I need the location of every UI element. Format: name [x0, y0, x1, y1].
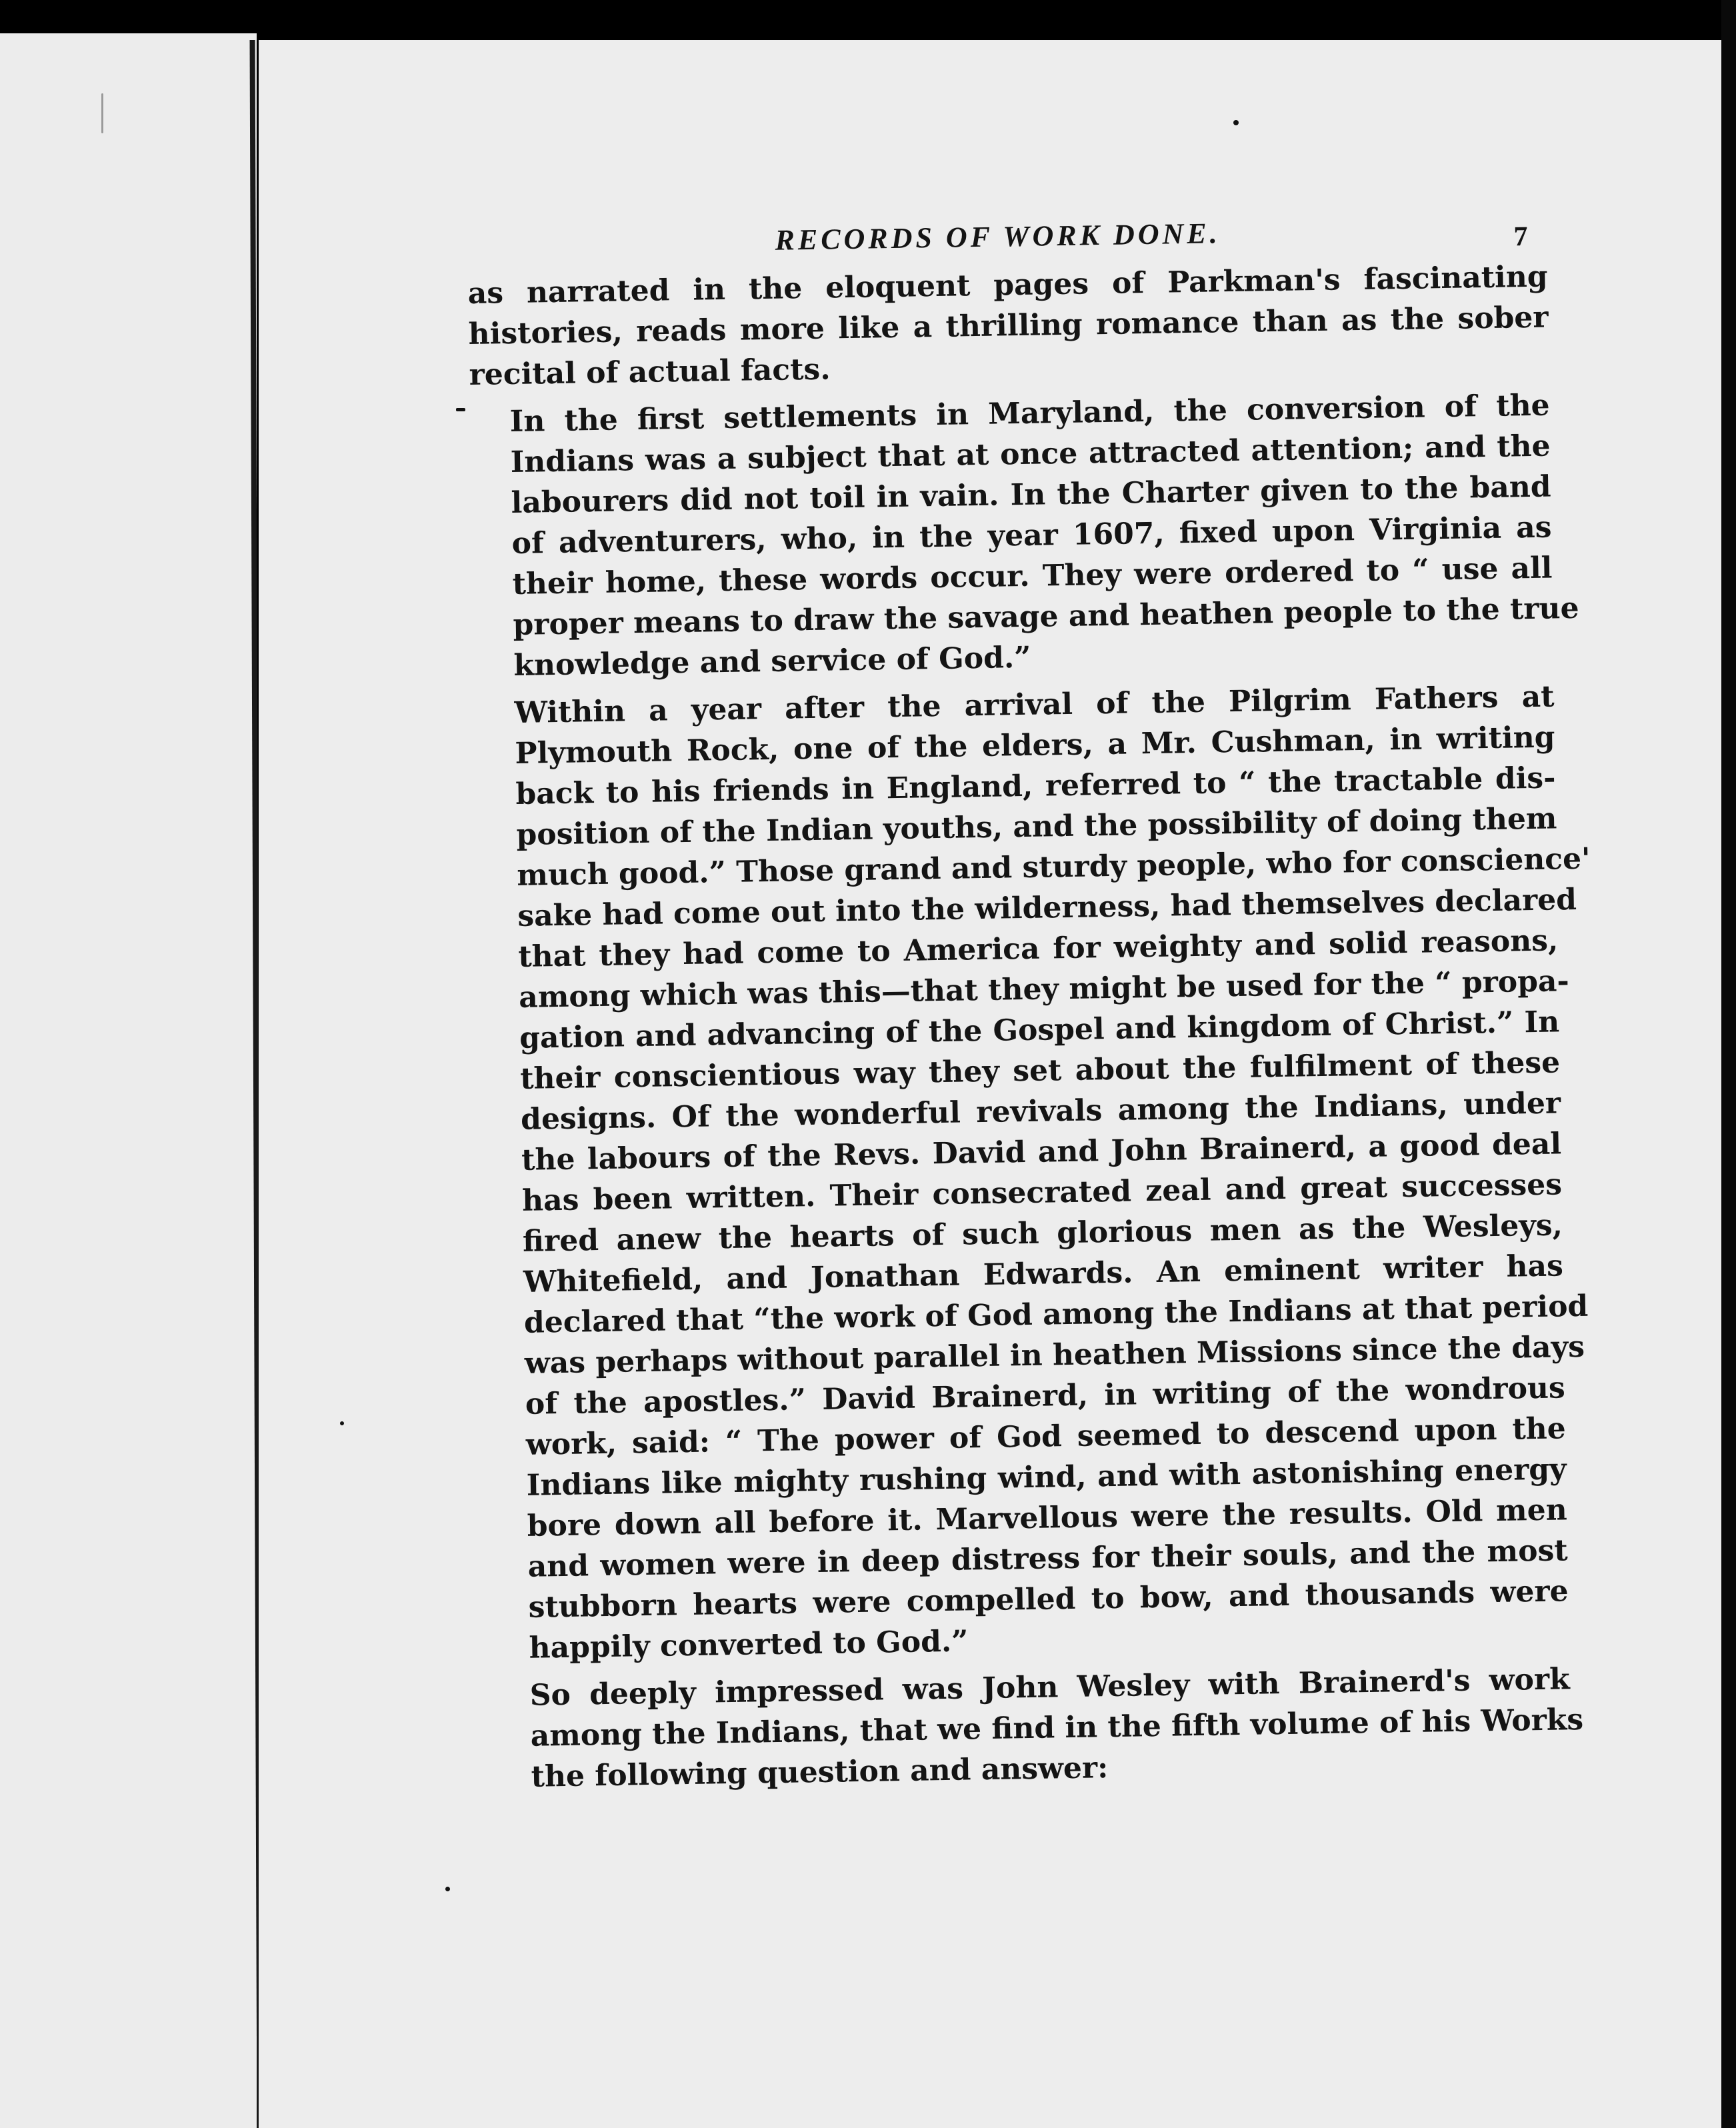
- paragraph: [467, 257, 1549, 395]
- right-scan-border: [1721, 0, 1736, 2128]
- text-line: the labours of the Revs. David and John Brainerd, a good deal: [521, 1127, 1562, 1177]
- text-line: the following question and answer:: [531, 1751, 1109, 1794]
- text-line: gation and advancing of the Gospel and kingdom of Christ.” In: [519, 1005, 1560, 1055]
- text-line: among which was this—that they might be used for the “ propa-: [518, 964, 1570, 1015]
- text-line: Whitefield, and Jonathan Edwards. An eminent writer has: [523, 1249, 1564, 1299]
- text-line: happily converted to God.”: [529, 1624, 969, 1665]
- top-scan-border: [0, 0, 1736, 40]
- text-line: labourers did not toil in vain. In the Charter given to the band: [511, 469, 1551, 521]
- text-line: much good.” Those grand and sturdy people, who for conscience': [517, 841, 1591, 893]
- page-number: 7: [1513, 221, 1528, 253]
- text-line: sake had come out into the wilderness, had themselves declared: [517, 882, 1577, 933]
- text-line: So deeply impressed was John Wesley with Brainerd's work: [529, 1662, 1570, 1713]
- scan-speck: [101, 93, 103, 133]
- text-line: bore down all before it. Marvellous were the results. Old men: [527, 1493, 1567, 1543]
- body-text: [467, 257, 1591, 1798]
- text-line: was perhaps without parallel in heathen Missions since the days: [524, 1329, 1585, 1381]
- text-line: stubborn hearts were compelled to bow, and thousands were: [528, 1574, 1569, 1625]
- scan-speck: [1233, 120, 1239, 125]
- text-line: as narrated in the eloquent pages of Parkman's fascinating: [467, 259, 1548, 311]
- text-line: histories, reads more like a thrilling romance than as the sober: [468, 300, 1549, 351]
- text-line: position of the Indian youths, and the possibility of doing them: [516, 801, 1557, 852]
- text-line: their conscientious way they set about the fulfilment of these: [519, 1045, 1561, 1096]
- text-line: proper means to draw the savage and heathen people to the true: [513, 591, 1579, 642]
- text-line: back to his friends in England, referred to “ the tractable dis-: [515, 761, 1556, 811]
- scan-speck: [456, 408, 465, 411]
- text-line: Within a year after the arrival of the Pilgrim Fathers at: [514, 679, 1555, 730]
- paragraph: [469, 385, 1579, 687]
- text-line: work, said: “ The power of God seemed to descend upon the: [525, 1411, 1567, 1462]
- paragraph: [489, 1659, 1584, 1797]
- running-head-title: RECORDS OF WORK DONE.: [775, 217, 1221, 257]
- page-text-block: [467, 203, 1591, 1805]
- text-line: of the apostles.” David Brainerd, in writing of the wondrous: [525, 1371, 1566, 1421]
- text-line: knowledge and service of God.”: [513, 640, 1031, 683]
- text-line: has been written. Their consecrated zeal and great successes: [521, 1167, 1563, 1218]
- text-line: Plymouth Rock, one of the elders, a Mr. Cushman, in writing: [515, 720, 1555, 771]
- text-line: and women were in deep distress for their souls, and the most: [527, 1533, 1568, 1584]
- text-line: designs. Of the wonderful revivals among the Indians, under: [520, 1086, 1561, 1137]
- text-line: In the first settlements in Maryland, the conversion of the: [509, 388, 1550, 439]
- text-line: recital of actual facts.: [469, 352, 831, 392]
- text-line: of adventurers, who, in the year 1607, fixed upon Virginia as: [511, 510, 1552, 561]
- text-line: Indians was a subject that at once attracted attention; and the: [510, 429, 1551, 480]
- text-line: declared that “the work of God among the Indians at that period: [523, 1289, 1589, 1340]
- scan-speck: [340, 1421, 344, 1425]
- text-line: Indians like mighty rushing wind, and with astonishing energy: [526, 1452, 1567, 1503]
- text-line: that they had come to America for weighty and solid reasons,: [517, 923, 1559, 974]
- text-line: fired anew the hearts of such glorious men as the Wesleys,: [522, 1208, 1563, 1259]
- scan-speck: [445, 1887, 450, 1891]
- text-line: among the Indians, that we find in the fifth volume of his Works: [530, 1702, 1584, 1753]
- left-page-edge: [0, 33, 257, 2128]
- paragraph: [474, 676, 1591, 1669]
- text-line: their home, these words occur. They were ordered to “ use all: [512, 551, 1553, 601]
